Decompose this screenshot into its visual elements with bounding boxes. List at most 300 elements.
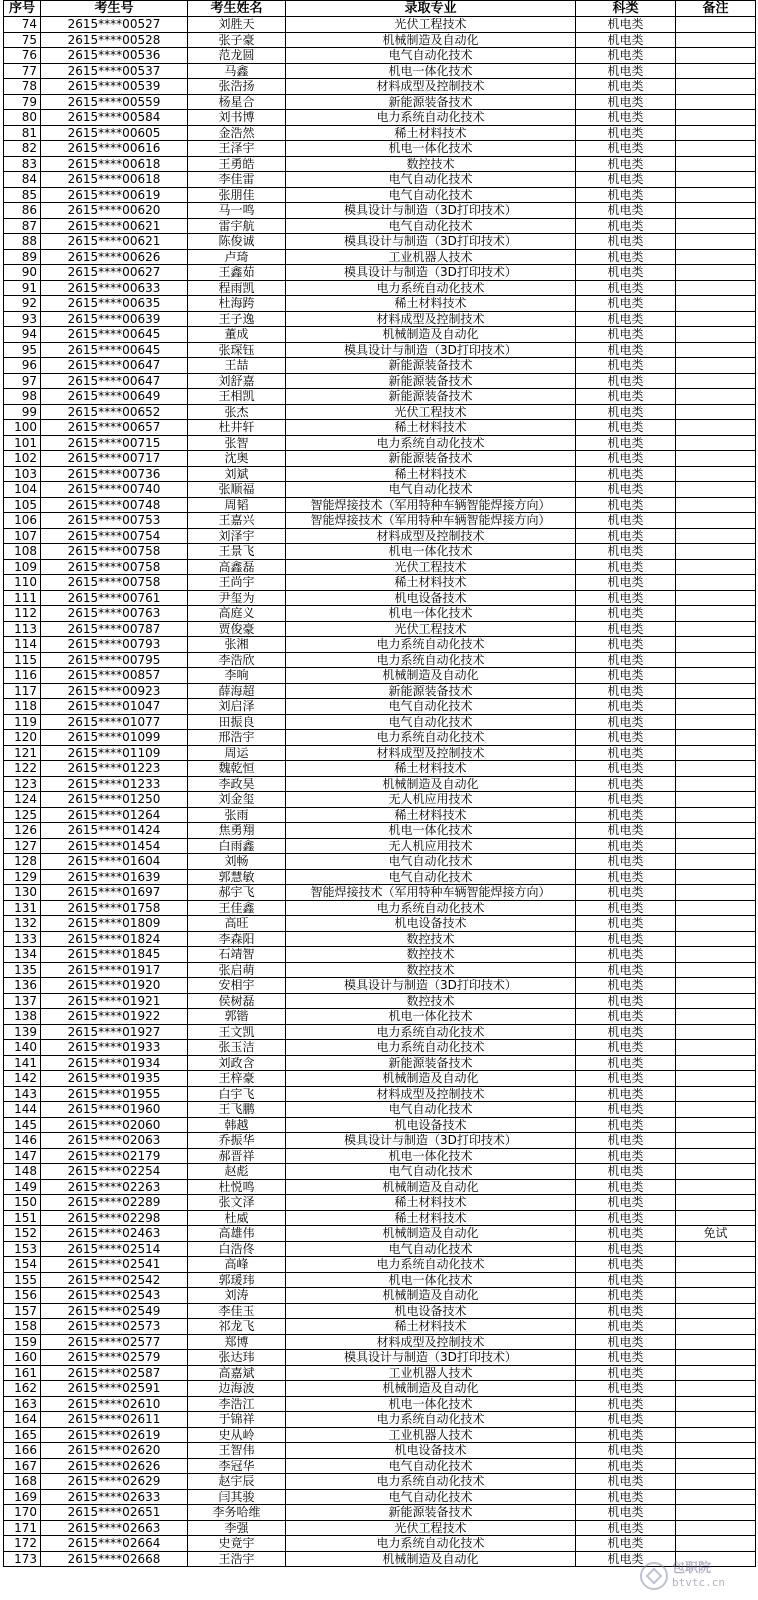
cell-name: 王佳鑫 <box>188 900 286 916</box>
table-row <box>4 141 756 157</box>
table-row <box>4 652 756 668</box>
cell-category: 机电类 <box>576 900 676 916</box>
cell-exam-id: 2615****00758 <box>41 544 188 560</box>
cell-category: 机电类 <box>576 1474 676 1490</box>
cell-index: 151 <box>4 1210 41 1226</box>
cell-remark <box>676 1040 756 1056</box>
cell-name: 高嘉斌 <box>188 1365 286 1381</box>
cell-index: 128 <box>4 854 41 870</box>
cell-name: 于锦祥 <box>188 1412 286 1428</box>
cell-remark <box>676 993 756 1009</box>
cell-exam-id: 2615****02651 <box>41 1505 188 1521</box>
cell-remark <box>676 1009 756 1025</box>
cell-major: 机械制造及自动化 <box>286 1226 576 1242</box>
cell-remark <box>676 1458 756 1474</box>
table-row <box>4 575 756 591</box>
cell-name: 张文泽 <box>188 1195 286 1211</box>
cell-name: 闫其骏 <box>188 1489 286 1505</box>
table-row <box>4 838 756 854</box>
cell-exam-id: 2615****01921 <box>41 993 188 1009</box>
table-row <box>4 1443 756 1459</box>
cell-index: 150 <box>4 1195 41 1211</box>
cell-major: 机电设备技术 <box>286 1443 576 1459</box>
cell-exam-id: 2615****01920 <box>41 978 188 994</box>
cell-exam-id: 2615****01824 <box>41 931 188 947</box>
table-row <box>4 265 756 281</box>
cell-category: 机电类 <box>576 761 676 777</box>
cell-remark <box>676 125 756 141</box>
table-row <box>4 714 756 730</box>
cell-name: 高雄伟 <box>188 1226 286 1242</box>
cell-name: 程雨凯 <box>188 280 286 296</box>
cell-category: 机电类 <box>576 218 676 234</box>
table-row <box>4 125 756 141</box>
cell-category: 机电类 <box>576 203 676 219</box>
cell-index: 164 <box>4 1412 41 1428</box>
cell-exam-id: 2615****00793 <box>41 637 188 653</box>
cell-remark <box>676 1164 756 1180</box>
cell-major: 材料成型及控制技术 <box>286 1086 576 1102</box>
cell-index: 130 <box>4 885 41 901</box>
cell-exam-id: 2615****02591 <box>41 1381 188 1397</box>
cell-major: 电力系统自动化技术 <box>286 637 576 653</box>
cell-name: 李佳玉 <box>188 1303 286 1319</box>
cell-name: 雷宇航 <box>188 218 286 234</box>
cell-index: 90 <box>4 265 41 281</box>
table-row <box>4 94 756 110</box>
cell-exam-id: 2615****02298 <box>41 1210 188 1226</box>
cell-category: 机电类 <box>576 1319 676 1335</box>
cell-index: 131 <box>4 900 41 916</box>
cell-remark <box>676 358 756 374</box>
cell-name: 高庭义 <box>188 606 286 622</box>
cell-index: 124 <box>4 792 41 808</box>
cell-remark <box>676 296 756 312</box>
cell-category: 机电类 <box>576 79 676 95</box>
cell-name: 刘金玺 <box>188 792 286 808</box>
cell-category: 机电类 <box>576 1024 676 1040</box>
cell-category: 机电类 <box>576 296 676 312</box>
cell-index: 80 <box>4 110 41 126</box>
cell-exam-id: 2615****01697 <box>41 885 188 901</box>
cell-category: 机电类 <box>576 1303 676 1319</box>
table-row <box>4 931 756 947</box>
cell-major: 稀土材料技术 <box>286 1210 576 1226</box>
cell-category: 机电类 <box>576 978 676 994</box>
cell-major: 电气自动化技术 <box>286 48 576 64</box>
cell-name: 王勇皓 <box>188 156 286 172</box>
cell-category: 机电类 <box>576 420 676 436</box>
cell-index: 100 <box>4 420 41 436</box>
table-row <box>4 1164 756 1180</box>
cell-remark <box>676 218 756 234</box>
cell-major: 数控技术 <box>286 156 576 172</box>
cell-major: 电气自动化技术 <box>286 1458 576 1474</box>
cell-category: 机电类 <box>576 807 676 823</box>
cell-exam-id: 2615****00645 <box>41 342 188 358</box>
cell-category: 机电类 <box>576 1241 676 1257</box>
cell-remark <box>676 1055 756 1071</box>
cell-index: 172 <box>4 1536 41 1552</box>
cell-remark <box>676 1489 756 1505</box>
cell-exam-id: 2615****02668 <box>41 1551 188 1567</box>
cell-exam-id: 2615****00652 <box>41 404 188 420</box>
cell-major: 机械制造及自动化 <box>286 776 576 792</box>
header-major: 录取专业 <box>286 1 576 17</box>
cell-exam-id: 2615****02514 <box>41 1241 188 1257</box>
cell-major: 机械制造及自动化 <box>286 1288 576 1304</box>
cell-name: 石靖智 <box>188 947 286 963</box>
cell-index: 110 <box>4 575 41 591</box>
cell-category: 机电类 <box>576 621 676 637</box>
cell-index: 106 <box>4 513 41 529</box>
cell-name: 王子逸 <box>188 311 286 327</box>
cell-remark <box>676 1536 756 1552</box>
cell-index: 94 <box>4 327 41 343</box>
cell-name: 李冠华 <box>188 1458 286 1474</box>
cell-name: 郝晋祥 <box>188 1148 286 1164</box>
cell-index: 101 <box>4 435 41 451</box>
cell-major: 机电一体化技术 <box>286 823 576 839</box>
cell-index: 96 <box>4 358 41 374</box>
table-row <box>4 1102 756 1118</box>
cell-name: 张琛钰 <box>188 342 286 358</box>
cell-major: 电气自动化技术 <box>286 482 576 498</box>
cell-name: 李森阳 <box>188 931 286 947</box>
cell-index: 108 <box>4 544 41 560</box>
cell-remark <box>676 1427 756 1443</box>
cell-major: 模具设计与制造（3D打印技术） <box>286 342 576 358</box>
cell-major: 新能源装备技术 <box>286 683 576 699</box>
table-row <box>4 978 756 994</box>
cell-category: 机电类 <box>576 466 676 482</box>
table-row <box>4 1412 756 1428</box>
cell-category: 机电类 <box>576 854 676 870</box>
cell-exam-id: 2615****00763 <box>41 606 188 622</box>
cell-category: 机电类 <box>576 141 676 157</box>
cell-name: 王景飞 <box>188 544 286 560</box>
cell-remark <box>676 79 756 95</box>
cell-name: 李政昊 <box>188 776 286 792</box>
cell-index: 75 <box>4 32 41 48</box>
cell-major: 机电设备技术 <box>286 1117 576 1133</box>
cell-exam-id: 2615****00639 <box>41 311 188 327</box>
cell-name: 李佳雷 <box>188 172 286 188</box>
cell-index: 165 <box>4 1427 41 1443</box>
cell-category: 机电类 <box>576 668 676 684</box>
cell-category: 机电类 <box>576 1443 676 1459</box>
cell-remark <box>676 916 756 932</box>
cell-category: 机电类 <box>576 389 676 405</box>
cell-index: 77 <box>4 63 41 79</box>
cell-major: 电气自动化技术 <box>286 218 576 234</box>
cell-index: 109 <box>4 559 41 575</box>
cell-index: 138 <box>4 1009 41 1025</box>
cell-category: 机电类 <box>576 497 676 513</box>
cell-name: 白宇飞 <box>188 1086 286 1102</box>
cell-category: 机电类 <box>576 1179 676 1195</box>
cell-name: 刘泽宇 <box>188 528 286 544</box>
cell-exam-id: 2615****02060 <box>41 1117 188 1133</box>
table-row <box>4 745 756 761</box>
cell-remark <box>676 683 756 699</box>
cell-name: 刘涛 <box>188 1288 286 1304</box>
cell-exam-id: 2615****00620 <box>41 203 188 219</box>
cell-category: 机电类 <box>576 482 676 498</box>
cell-name: 史从岭 <box>188 1427 286 1443</box>
cell-name: 张雨 <box>188 807 286 823</box>
cell-name: 陈俊诚 <box>188 234 286 250</box>
cell-index: 147 <box>4 1148 41 1164</box>
cell-remark <box>676 792 756 808</box>
table-row <box>4 373 756 389</box>
table-row <box>4 1133 756 1149</box>
table-row <box>4 559 756 575</box>
table-row <box>4 1303 756 1319</box>
table-row <box>4 249 756 265</box>
cell-index: 155 <box>4 1272 41 1288</box>
cell-index: 127 <box>4 838 41 854</box>
cell-name: 李浩欣 <box>188 652 286 668</box>
cell-category: 机电类 <box>576 544 676 560</box>
cell-name: 刘舒嘉 <box>188 373 286 389</box>
cell-name: 刘政含 <box>188 1055 286 1071</box>
cell-remark <box>676 234 756 250</box>
cell-category: 机电类 <box>576 776 676 792</box>
cell-index: 157 <box>4 1303 41 1319</box>
table-row <box>4 1381 756 1397</box>
cell-exam-id: 2615****00647 <box>41 373 188 389</box>
cell-name: 贾俊豪 <box>188 621 286 637</box>
cell-category: 机电类 <box>576 1257 676 1273</box>
cell-name: 王尚宇 <box>188 575 286 591</box>
cell-name: 周运 <box>188 745 286 761</box>
cell-exam-id: 2615****00633 <box>41 280 188 296</box>
table-row <box>4 900 756 916</box>
cell-index: 93 <box>4 311 41 327</box>
cell-category: 机电类 <box>576 947 676 963</box>
cell-name: 沈奥 <box>188 451 286 467</box>
cell-category: 机电类 <box>576 962 676 978</box>
cell-name: 刘畅 <box>188 854 286 870</box>
cell-index: 111 <box>4 590 41 606</box>
cell-category: 机电类 <box>576 1195 676 1211</box>
table-row <box>4 1489 756 1505</box>
cell-major: 模具设计与制造（3D打印技术） <box>286 978 576 994</box>
table-row <box>4 1350 756 1366</box>
table-row <box>4 823 756 839</box>
cell-name: 张湘 <box>188 637 286 653</box>
cell-major: 电力系统自动化技术 <box>286 900 576 916</box>
cell-name: 王鑫茹 <box>188 265 286 281</box>
cell-index: 136 <box>4 978 41 994</box>
cell-major: 机电一体化技术 <box>286 63 576 79</box>
cell-name: 马鑫 <box>188 63 286 79</box>
cell-index: 140 <box>4 1040 41 1056</box>
cell-major: 电气自动化技术 <box>286 187 576 203</box>
cell-remark <box>676 265 756 281</box>
cell-remark <box>676 1396 756 1412</box>
cell-name: 乔振华 <box>188 1133 286 1149</box>
cell-major: 数控技术 <box>286 947 576 963</box>
cell-index: 121 <box>4 745 41 761</box>
cell-name: 张子豪 <box>188 32 286 48</box>
cell-name: 刘斌 <box>188 466 286 482</box>
cell-major: 稀土材料技术 <box>286 296 576 312</box>
cell-remark <box>676 404 756 420</box>
cell-index: 163 <box>4 1396 41 1412</box>
cell-remark <box>676 606 756 622</box>
cell-major: 电力系统自动化技术 <box>286 280 576 296</box>
cell-remark <box>676 1102 756 1118</box>
cell-category: 机电类 <box>576 745 676 761</box>
cell-name: 白雨鑫 <box>188 838 286 854</box>
table-row <box>4 1241 756 1257</box>
cell-index: 107 <box>4 528 41 544</box>
table-row <box>4 792 756 808</box>
table-row <box>4 947 756 963</box>
watermark-url: btvtc.cn <box>672 1576 725 1589</box>
cell-remark <box>676 280 756 296</box>
table-row <box>4 1071 756 1087</box>
cell-remark <box>676 311 756 327</box>
cell-exam-id: 2615****00539 <box>41 79 188 95</box>
cell-name: 郭瑗玮 <box>188 1272 286 1288</box>
cell-index: 139 <box>4 1024 41 1040</box>
cell-major: 模具设计与制造（3D打印技术） <box>286 203 576 219</box>
cell-remark <box>676 373 756 389</box>
cell-remark <box>676 32 756 48</box>
cell-exam-id: 2615****00626 <box>41 249 188 265</box>
cell-major: 电气自动化技术 <box>286 1164 576 1180</box>
cell-exam-id: 2615****01934 <box>41 1055 188 1071</box>
cell-index: 105 <box>4 497 41 513</box>
cell-remark <box>676 931 756 947</box>
cell-major: 机械制造及自动化 <box>286 1551 576 1567</box>
cell-exam-id: 2615****01933 <box>41 1040 188 1056</box>
cell-major: 工业机器人技术 <box>286 1365 576 1381</box>
cell-name: 王飞鹏 <box>188 1102 286 1118</box>
cell-exam-id: 2615****01250 <box>41 792 188 808</box>
table-row <box>4 761 756 777</box>
table-row <box>4 528 756 544</box>
cell-index: 152 <box>4 1226 41 1242</box>
cell-exam-id: 2615****02619 <box>41 1427 188 1443</box>
table-row <box>4 435 756 451</box>
cell-remark <box>676 823 756 839</box>
cell-remark <box>676 1412 756 1428</box>
table-row <box>4 590 756 606</box>
cell-exam-id: 2615****02063 <box>41 1133 188 1149</box>
table-row <box>4 497 756 513</box>
cell-index: 171 <box>4 1520 41 1536</box>
cell-index: 134 <box>4 947 41 963</box>
cell-major: 模具设计与制造（3D打印技术） <box>286 234 576 250</box>
cell-index: 144 <box>4 1102 41 1118</box>
cell-remark <box>676 1381 756 1397</box>
table-row <box>4 513 756 529</box>
cell-exam-id: 2615****02577 <box>41 1334 188 1350</box>
cell-exam-id: 2615****01935 <box>41 1071 188 1087</box>
cell-name: 魏乾恒 <box>188 761 286 777</box>
cell-category: 机电类 <box>576 1489 676 1505</box>
cell-remark <box>676 1024 756 1040</box>
cell-major: 电力系统自动化技术 <box>286 1536 576 1552</box>
cell-name: 张达玮 <box>188 1350 286 1366</box>
cell-name: 王嘉兴 <box>188 513 286 529</box>
cell-category: 机电类 <box>576 342 676 358</box>
cell-index: 85 <box>4 187 41 203</box>
cell-category: 机电类 <box>576 1350 676 1366</box>
cell-exam-id: 2615****01922 <box>41 1009 188 1025</box>
cell-category: 机电类 <box>576 699 676 715</box>
table-row <box>4 172 756 188</box>
cell-exam-id: 2615****02663 <box>41 1520 188 1536</box>
table-row <box>4 637 756 653</box>
cell-remark <box>676 854 756 870</box>
table-row <box>4 1117 756 1133</box>
cell-major: 稀土材料技术 <box>286 761 576 777</box>
cell-exam-id: 2615****00758 <box>41 575 188 591</box>
table-row <box>4 1319 756 1335</box>
table-row <box>4 1195 756 1211</box>
table-row <box>4 1040 756 1056</box>
cell-remark <box>676 1365 756 1381</box>
cell-exam-id: 2615****02573 <box>41 1319 188 1335</box>
cell-exam-id: 2615****00657 <box>41 420 188 436</box>
table-row <box>4 1474 756 1490</box>
table-row <box>4 17 756 33</box>
cell-exam-id: 2615****02549 <box>41 1303 188 1319</box>
cell-index: 119 <box>4 714 41 730</box>
table-row <box>4 1396 756 1412</box>
table-row <box>4 234 756 250</box>
cell-category: 机电类 <box>576 1102 676 1118</box>
cell-major: 数控技术 <box>286 931 576 947</box>
cell-index: 113 <box>4 621 41 637</box>
cell-category: 机电类 <box>576 1164 676 1180</box>
cell-name: 王相凯 <box>188 389 286 405</box>
cell-exam-id: 2615****00559 <box>41 94 188 110</box>
cell-category: 机电类 <box>576 32 676 48</box>
cell-major: 模具设计与制造（3D打印技术） <box>286 265 576 281</box>
cell-major: 材料成型及控制技术 <box>286 745 576 761</box>
cell-exam-id: 2615****02626 <box>41 1458 188 1474</box>
cell-remark <box>676 730 756 746</box>
cell-remark <box>676 141 756 157</box>
table-row <box>4 358 756 374</box>
cell-index: 117 <box>4 683 41 699</box>
cell-exam-id: 2615****00647 <box>41 358 188 374</box>
table-row <box>4 63 756 79</box>
cell-major: 稀土材料技术 <box>286 1195 576 1211</box>
cell-major: 机械制造及自动化 <box>286 1179 576 1195</box>
cell-name: 边海波 <box>188 1381 286 1397</box>
cell-exam-id: 2615****01223 <box>41 761 188 777</box>
cell-category: 机电类 <box>576 528 676 544</box>
table-row <box>4 79 756 95</box>
cell-exam-id: 2615****00736 <box>41 466 188 482</box>
cell-remark <box>676 1133 756 1149</box>
cell-category: 机电类 <box>576 48 676 64</box>
cell-major: 电力系统自动化技术 <box>286 1040 576 1056</box>
cell-index: 81 <box>4 125 41 141</box>
cell-remark <box>676 1505 756 1521</box>
cell-name: 卢琦 <box>188 249 286 265</box>
cell-category: 机电类 <box>576 1458 676 1474</box>
table-row <box>4 48 756 64</box>
cell-index: 160 <box>4 1350 41 1366</box>
